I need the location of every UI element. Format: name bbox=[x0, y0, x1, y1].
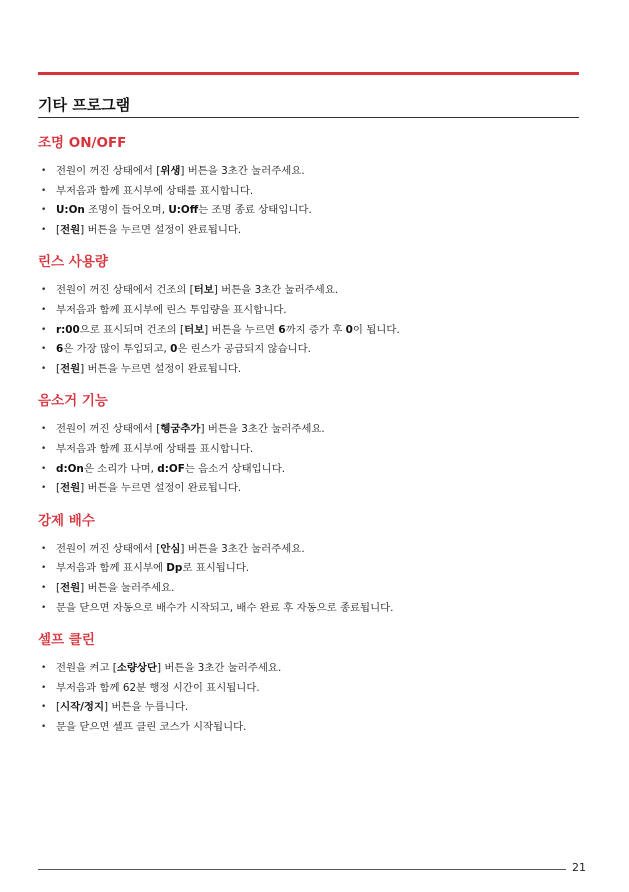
list-item bbox=[38, 281, 583, 301]
list-item bbox=[38, 698, 583, 718]
text-run: 전원이 꺼진 상태에서 [ bbox=[56, 165, 161, 177]
section-mute bbox=[38, 391, 583, 498]
list-item bbox=[38, 360, 583, 380]
text-run: ] 버튼을 누르면 설정이 완료됩니다. bbox=[80, 223, 242, 236]
text-run: 까지 증가 후 bbox=[285, 323, 346, 336]
emphasized-text: 전원 bbox=[60, 362, 81, 375]
list-item bbox=[38, 162, 583, 182]
instruction-list bbox=[38, 420, 583, 498]
list-item bbox=[38, 540, 583, 560]
emphasized-text: 6 bbox=[56, 343, 64, 356]
list-item bbox=[38, 460, 583, 480]
instruction-list bbox=[38, 659, 583, 737]
text-run: ] 버튼을 누르면 설정이 완료됩니다. bbox=[80, 482, 242, 495]
instruction-list bbox=[38, 162, 583, 240]
text-run: 으로 표시되며 건조의 [ bbox=[79, 323, 185, 336]
text-run: 이 됩니다. bbox=[352, 323, 400, 336]
text-run: ] 버튼을 3초간 눌러주세요. bbox=[157, 662, 282, 675]
list-item bbox=[38, 579, 583, 599]
page-number: 21 bbox=[572, 861, 586, 874]
section-title: 음소거 기능 bbox=[38, 393, 108, 410]
list-item bbox=[38, 718, 583, 738]
text-run: 전원을 켜고 [ bbox=[56, 662, 117, 675]
instruction-list bbox=[38, 281, 583, 379]
list-item bbox=[38, 182, 583, 202]
emphasized-text: U:On bbox=[56, 204, 85, 217]
text-run: 전원이 꺼진 상태에서 [ bbox=[56, 542, 161, 555]
text-run: 부저음과 함께 표시부에 상태를 표시합니다. bbox=[56, 442, 254, 455]
text-run: 은 린스가 공급되지 않습니다. bbox=[177, 343, 311, 356]
text-run: ] 버튼을 눌러주세요. bbox=[80, 581, 175, 594]
emphasized-text: 소량상단 bbox=[116, 662, 158, 675]
text-run: ] 버튼을 3초간 눌러주세요. bbox=[180, 542, 305, 555]
footer-rule bbox=[38, 869, 566, 870]
emphasized-text: U:Off bbox=[168, 204, 199, 217]
text-run: ] 버튼을 누르면 bbox=[204, 323, 279, 336]
text-run: 부저음과 함께 표시부에 bbox=[56, 562, 167, 575]
text-run: ] 버튼을 3초간 눌러주세요. bbox=[213, 284, 339, 297]
emphasized-text: 6 bbox=[278, 323, 286, 336]
text-run: ] 버튼을 3초간 눌러주세요. bbox=[200, 423, 325, 436]
title-divider bbox=[38, 117, 579, 118]
emphasized-text: 0 bbox=[170, 343, 178, 356]
text-run: [ bbox=[56, 362, 61, 375]
text-run: 는 조명 종료 상태입니다. bbox=[198, 204, 312, 217]
emphasized-text: 전원 bbox=[60, 223, 81, 236]
text-run: ] 버튼을 3초간 눌러주세요. bbox=[180, 165, 305, 177]
list-item bbox=[38, 479, 583, 499]
list-item bbox=[38, 599, 583, 619]
list-item bbox=[38, 301, 583, 321]
emphasized-text: Dp bbox=[166, 562, 183, 575]
list-item bbox=[38, 420, 583, 440]
list-item bbox=[38, 201, 583, 221]
text-run: [ bbox=[56, 223, 61, 236]
text-run: 문을 닫으면 자동으로 배수가 시작되고, 배수 완료 후 자동으로 종료됩니다. bbox=[56, 601, 394, 614]
text-run: 부저음과 함께 표시부에 린스 투입량을 표시합니다. bbox=[56, 303, 287, 316]
section-title: 강제 배수 bbox=[38, 512, 95, 529]
section-title: 린스 사용량 bbox=[38, 254, 108, 271]
section-title: 셀프 클린 bbox=[38, 632, 95, 649]
text-run: 전원이 꺼진 상태에서 건조의 [ bbox=[56, 284, 194, 297]
list-item bbox=[38, 221, 583, 241]
section-rinse-amount bbox=[38, 252, 583, 379]
emphasized-text: 전원 bbox=[60, 581, 81, 594]
text-run: ] 버튼을 누르면 설정이 완료됩니다. bbox=[80, 362, 242, 375]
section-title: 조명 ON/OFF bbox=[38, 135, 127, 151]
page-title: 기타 프로그램 bbox=[38, 96, 131, 114]
emphasized-text: 0 bbox=[345, 323, 353, 336]
text-run: 로 표시됩니다. bbox=[182, 562, 250, 575]
emphasized-text: 터보 bbox=[193, 284, 214, 297]
text-run: 문을 닫으면 셀프 클린 코스가 시작됩니다. bbox=[56, 720, 247, 733]
text-run: ] 버튼을 누릅니다. bbox=[104, 701, 189, 714]
text-run: 조명이 들어오며, bbox=[84, 204, 169, 217]
list-item bbox=[38, 679, 583, 699]
emphasized-text: 시작/정지 bbox=[60, 701, 105, 714]
section-forced-drain bbox=[38, 511, 583, 618]
top-accent-rule bbox=[38, 72, 579, 75]
list-item bbox=[38, 659, 583, 679]
text-run: [ bbox=[56, 701, 61, 714]
emphasized-text: 헹굼추가 bbox=[160, 423, 201, 436]
emphasized-text: d:OF bbox=[157, 462, 185, 475]
text-run: 은 가장 많이 투입되고, bbox=[63, 343, 171, 356]
emphasized-text: 안심 bbox=[160, 542, 181, 555]
section-self-clean bbox=[38, 630, 583, 737]
list-item bbox=[38, 340, 583, 360]
list-item bbox=[38, 559, 583, 579]
text-run: 은 소리가 나며, bbox=[83, 462, 158, 475]
instruction-list bbox=[38, 540, 583, 618]
emphasized-text: 터보 bbox=[184, 323, 205, 336]
list-item bbox=[38, 440, 583, 460]
emphasized-text: r:00 bbox=[56, 323, 80, 336]
emphasized-text: d:On bbox=[56, 462, 84, 475]
content-area bbox=[38, 133, 583, 749]
text-run: 전원이 꺼진 상태에서 [ bbox=[56, 423, 161, 436]
emphasized-text: 전원 bbox=[60, 482, 81, 495]
emphasized-text: 위생 bbox=[160, 165, 181, 177]
text-run: 부저음과 함께 표시부에 상태를 표시합니다. bbox=[56, 184, 254, 197]
list-item bbox=[38, 321, 583, 341]
text-run: 는 음소거 상태입니다. bbox=[184, 462, 286, 475]
section-lighting bbox=[38, 133, 583, 240]
text-run: 부저음과 함께 62분 행정 시간이 표시됩니다. bbox=[56, 681, 260, 694]
text-run: [ bbox=[56, 482, 61, 495]
text-run: [ bbox=[56, 581, 61, 594]
